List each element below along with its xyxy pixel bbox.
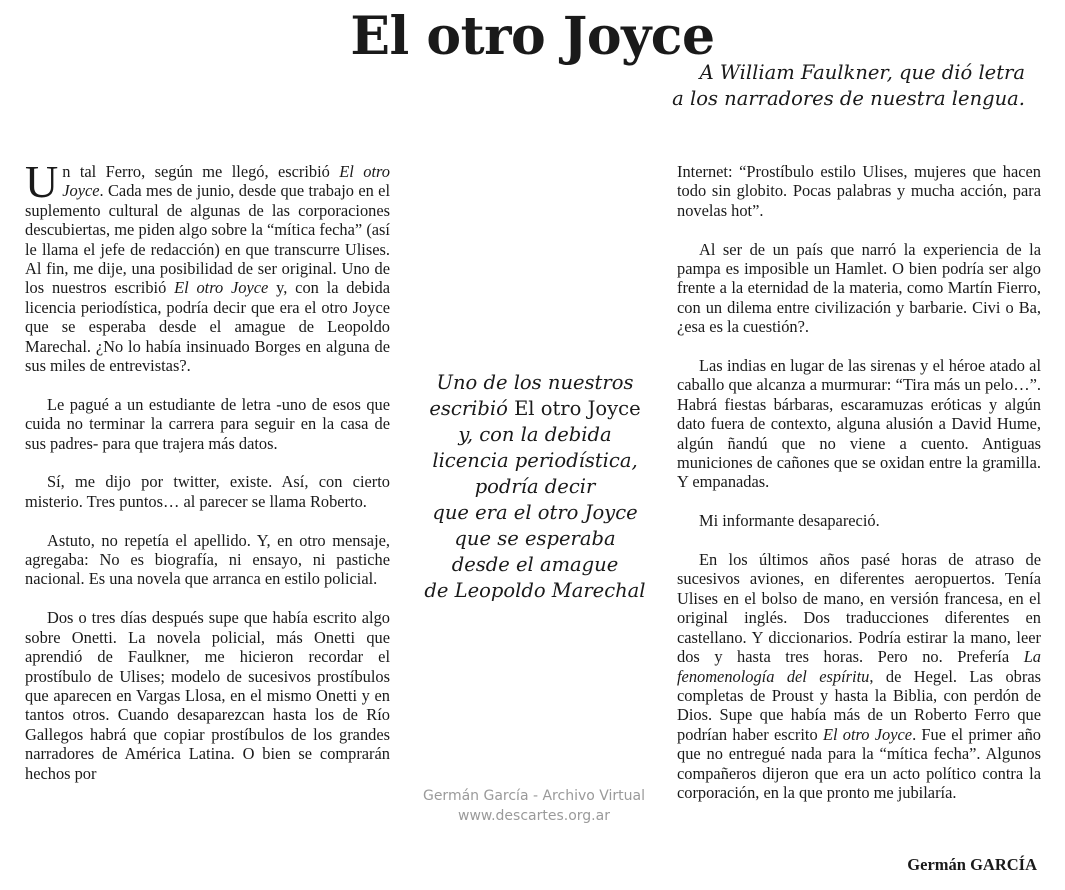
paragraph: Astuto, no repetía el apellido. Y, en otro mensaje, agregaba: No es biografía, ni ensayo, ni pastiche nacional. Es una novela que arranca en estilo policial. xyxy=(25,530,390,589)
watermark xyxy=(400,786,668,826)
paragraph: Le pagué a un estudiante de letra -uno de esos que cuida no terminar la carrera para seguir en la casa de sus padres- para que trajera más datos. xyxy=(25,394,390,453)
article-title: El otro Joyce xyxy=(350,6,715,67)
watermark-line: Germán García - Archivo Virtual xyxy=(422,788,646,804)
dedication xyxy=(672,60,1025,112)
text-run: En los últimos años pasé horas de atraso de sucesivos aviones, en diferentes aeropuertos. Tenía Ulises en el bolso de mano, en versión francesa, en el original inglés. Dos traducciones diferentes en castellano. Y diccionarios. Podría estirar la mano, leer dos y hasta tres horas. Pero no. Prefería xyxy=(677,550,1041,667)
quote-line: y, con la debida xyxy=(458,423,612,446)
paragraph: Las indias en lugar de las sirenas y el héroe atado al caballo que alcanza a murmurar: “Tira más un pelo…”. Habrá fiestas bárbaras, escaramuzas eróticas y algún dato fuera de contexto, alguna alusión a David Hume, algún ñandú que no viene a cuento. Antiguas municiones de cañones que se oxidan entre la gramilla. Y empanadas. xyxy=(677,356,1041,492)
text-run: n tal Ferro, según me llegó, escribió xyxy=(62,162,340,181)
author-signature: Germán GARCÍA xyxy=(907,855,1037,874)
paragraph: Mi informante desapareció. xyxy=(699,511,880,531)
quote-line xyxy=(405,396,665,422)
paragraph xyxy=(25,156,390,376)
text-run: . Fue el primer año que no entregué nada para la “mítica fecha”. Algunos compañeros dijeron que era un acto político contra la corporación, en la que pronto me jubilaría. xyxy=(677,724,1041,802)
text-run: , de Hegel. Las obras completas de Proust y hasta la Biblia, con perdón de Dios. Supe que había más de un Roberto Ferro que podrían haber escrito xyxy=(677,666,1041,744)
book-title: El otro Joyce xyxy=(822,724,913,744)
text-run: y, con la debida licencia periodística, podría decir que era el otro Joyce que se esperaba desde el amague de Leopoldo Marechal. ¿No lo había insinuado Borges en alguna de sus miles de entrevistas?. xyxy=(25,278,390,376)
left-column xyxy=(25,156,390,802)
quote-line: de Leopoldo Marechal xyxy=(424,579,646,602)
quote-line: desde el amague xyxy=(451,553,619,576)
quote-line: podría decir xyxy=(474,475,596,498)
paragraph: Internet: “Prostíbulo estilo Ulises, mujeres que hacen todo sin globito. Pocas palabras y mucha acción, para novelas hot”. xyxy=(677,162,1041,220)
paragraph xyxy=(677,550,1041,802)
drop-cap: U xyxy=(25,156,59,207)
quote-line: licencia periodística, xyxy=(432,449,638,472)
paragraph: Sí, me dijo por twitter, existe. Así, con cierto misterio. Tres puntos… al parecer se llama Roberto. xyxy=(25,472,390,511)
paragraph: Dos o tres días después supe que había escrito algo sobre Onetti. La novela policial, más Onetti que aprendió de Faulkner, me hicieron recordar el prostíbulo de Ulises; modelo de sucesivos prostíbulos que aparecen en Vargas Llosa, en el mismo Onetti y en tantos otros. Cuando desaparezcan hasta los de Río Gallegos habrá que copiar prostíbulos de los grandes narradores de América Latina. O bien se comprarán hechos por xyxy=(25,608,390,783)
quote-run: escribió xyxy=(429,397,515,420)
book-title: La fenomenología del espíritu xyxy=(677,647,1041,686)
pull-quote xyxy=(405,370,665,604)
text-run: . Cada mes de junio, desde que trabajo en el suplemento cultural de algunas de las corporaciones descubiertas, me piden algo sobre la “mítica fecha” (así le llama el jefe de redacción) en que transcurre Ulises. Al fin, me dije, una posibilidad de ser original. Uno de los nuestros escribió xyxy=(25,181,390,298)
paragraph: Al ser de un país que narró la experiencia de la pampa es imposible un Hamlet. O bien podría ser algo frente a la eternidad de la materia, como Martín Fierro, con un dilema entre civilización y barbarie. Civi o Ba, ¿esa es la cuestión?. xyxy=(677,239,1041,337)
dedication-line: A William Faulkner, que dió letra xyxy=(699,61,1025,84)
quote-line: Uno de los nuestros xyxy=(436,371,634,394)
dedication-line: a los narradores de nuestra lengua. xyxy=(672,87,1025,110)
right-column xyxy=(677,162,1041,822)
quote-line: que era el otro Joyce xyxy=(432,501,638,524)
book-title: El otro Joyce xyxy=(62,162,390,201)
book-title: El otro Joyce xyxy=(174,278,269,298)
watermark-url: www.descartes.org.ar xyxy=(458,808,610,824)
quote-book-title: El otro Joyce xyxy=(514,397,641,420)
quote-line: que se esperaba xyxy=(454,527,616,550)
